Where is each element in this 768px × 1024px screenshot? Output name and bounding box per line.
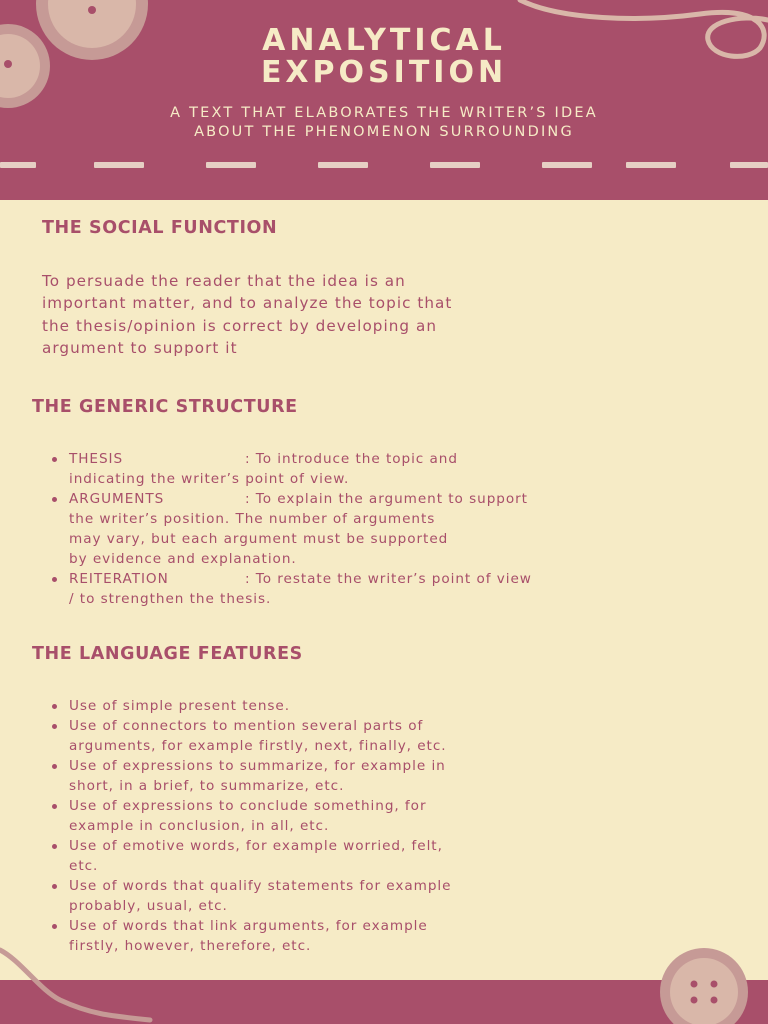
text-line: : To restate the writer’s point of view <box>245 571 532 587</box>
text-line: Use of simple present tense. <box>69 698 291 714</box>
term-label: ARGUMENTS <box>69 491 165 507</box>
list-item <box>47 756 747 796</box>
text-line: short, in a brief, to summarize, etc. <box>69 778 345 794</box>
generic-structure-list <box>47 449 747 609</box>
text-line: probably, usual, etc. <box>69 898 228 914</box>
header-banner <box>0 0 768 200</box>
text-line: the thesis/opinion is correct by developing an <box>42 316 438 335</box>
text-line: may vary, but each argument must be supported <box>69 531 449 547</box>
social-function-text <box>42 270 742 359</box>
page-title-line2: EXPOSITION <box>260 55 508 90</box>
term-label: REITERATION <box>69 571 169 587</box>
text-line: arguments, for example firstly, next, finally, etc. <box>69 738 447 754</box>
list-item <box>47 716 747 756</box>
text-line: the writer’s position. The number of arguments <box>69 511 436 527</box>
text-line: Use of words that link arguments, for example <box>69 918 428 934</box>
list-item <box>47 569 747 609</box>
text-line: Use of expressions to summarize, for example in <box>69 758 446 774</box>
text-line: indicating the writer’s point of view. <box>69 471 350 487</box>
text-line: by evidence and explanation. <box>69 551 297 567</box>
text-line: To persuade the reader that the idea is an <box>42 272 406 290</box>
subtitle-line1: A TEXT THAT ELABORATES THE WRITER’S IDEA <box>170 105 598 121</box>
text-line: : To introduce the topic and <box>245 451 458 467</box>
text-line: example in conclusion, in all, etc. <box>69 818 330 834</box>
list-item <box>47 696 747 716</box>
sewing-button-icon <box>660 948 748 1024</box>
list-item <box>47 876 747 916</box>
term-label: THESIS <box>69 451 124 467</box>
text-line: important matter, and to analyze the topic that <box>42 294 453 313</box>
text-line: firstly, however, therefore, etc. <box>69 938 312 954</box>
section-heading-language-features: THE LANGUAGE FEATURES <box>32 644 303 664</box>
text-line: Use of expressions to conclude something, for <box>69 798 427 814</box>
text-line: Use of connectors to mention several parts of <box>69 718 424 734</box>
text-line: Use of emotive words, for example worried, felt, <box>69 838 443 854</box>
thread-icon <box>0 950 150 1020</box>
list-item <box>47 489 747 569</box>
text-line: : To explain the argument to support <box>245 491 528 507</box>
text-line: etc. <box>69 858 99 874</box>
language-features-list <box>47 696 747 956</box>
text-line: Use of words that qualify statements for example <box>69 878 452 894</box>
text-line: argument to support it <box>42 338 238 357</box>
section-heading-generic-structure: THE GENERIC STRUCTURE <box>32 397 298 417</box>
footer-decoration <box>0 920 768 1024</box>
dashed-divider <box>0 162 768 168</box>
list-item <box>47 449 747 489</box>
list-item <box>47 836 747 876</box>
section-heading-social-function: THE SOCIAL FUNCTION <box>42 218 278 238</box>
subtitle-line2: ABOUT THE PHENOMENON SURROUNDING <box>194 124 574 140</box>
list-item <box>47 796 747 836</box>
text-line: / to strengthen the thesis. <box>69 591 272 607</box>
page-title-line1: ANALYTICAL <box>262 23 506 58</box>
